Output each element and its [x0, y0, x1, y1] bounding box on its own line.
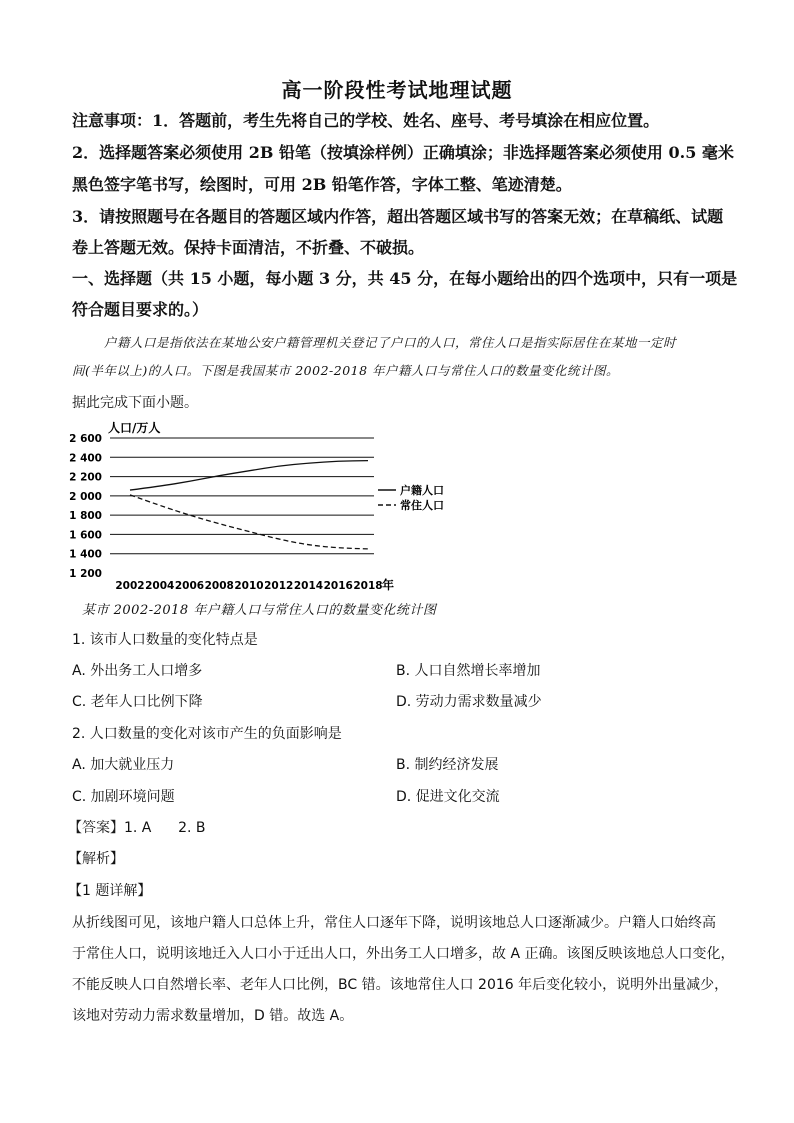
- x-tick-label: 2016: [323, 580, 353, 592]
- section-heading-1: 一、选择题（共 15 小题，每小题 3 分，共 45 分，在每小题给出的四个选项中，只有一项是: [72, 269, 738, 288]
- population-line-chart: [60, 420, 480, 596]
- analysis-tag: 【解析】: [68, 851, 124, 867]
- notes-line-2: 2．选择题答案必须使用 2B 铅笔（按填涂样例）正确填涂；非选择题答案必须使用 0.5 毫米: [72, 143, 734, 162]
- notes-line-4: 3．请按照题号在各题目的答题区域内作答，超出答题区域书写的答案无效；在草稿纸、试题: [72, 207, 724, 226]
- chart-grid: [110, 438, 374, 554]
- x-tick-label: 2004: [145, 580, 175, 592]
- page-title: 高一阶段性考试地理试题: [281, 78, 513, 102]
- detail-line-3: 不能反映人口自然增长率、老年人口比例，BC 错。该地常住人口 2016 年后变化较小，说明外出量减少，: [72, 977, 729, 993]
- detail-line-2: 于常住人口，说明该地迁入人口小于迁出人口，外出务工人口增多，故 A 正确。该图反映该地总人口变化，: [72, 946, 735, 962]
- q1-option-d: D. 劳动力需求数量减少: [396, 694, 542, 710]
- detail-line-1: 从折线图可见，该地户籍人口总体上升，常住人口逐年下降，说明该地总人口逐渐减少。户籍人口始终高: [72, 915, 716, 931]
- y-tick-label: 2 400: [69, 452, 102, 465]
- y-tick-label: 1 400: [69, 548, 102, 561]
- y-tick-label: 1 800: [69, 510, 102, 523]
- intro-line-1: 户籍人口是指依法在某地公安户籍管理机关登记了户口的人口，常住人口是指实际居住在某地一定时: [104, 335, 677, 350]
- answer-tag: 【答案】: [68, 820, 124, 836]
- y-tick-label: 2 200: [69, 471, 102, 484]
- y-axis-label: 人口/万人: [108, 421, 161, 435]
- x-tick-label: 2010: [234, 580, 264, 592]
- chart-series: [130, 461, 368, 549]
- q1-option-c: C. 老年人口比例下降: [72, 694, 203, 710]
- series-line-resident: [130, 495, 368, 549]
- q2-option-c: C. 加剧环境问题: [72, 789, 175, 805]
- y-tick-label: 2 000: [69, 490, 102, 503]
- y-tick-labels: [69, 433, 102, 580]
- q2-option-b: B. 制约经济发展: [396, 757, 499, 773]
- x-tick-label: 2018: [353, 580, 383, 592]
- y-tick-label: 1 600: [69, 529, 102, 542]
- x-tick-label: 2012: [264, 580, 294, 592]
- q2-stem: 2. 人口数量的变化对该市产生的负面影响是: [72, 726, 342, 742]
- y-tick-label: 2 600: [69, 433, 102, 445]
- answer-text: 1. A 2. B: [124, 820, 206, 836]
- x-tick-labels: [115, 580, 382, 592]
- q2-option-a: A. 加大就业压力: [72, 757, 175, 773]
- x-tick-label: 2008: [204, 580, 234, 592]
- legend-label-resident: 常住人口: [400, 499, 444, 512]
- intro-line-2: 间(半年以上)的人口。下图是我国某市 2002-2018 年户籍人口与常住人口的数量变化统计图。: [72, 363, 620, 378]
- q2-option-d: D. 促进文化交流: [396, 789, 500, 805]
- notes-line-3: 黑色签字笔书写，绘图时，可用 2B 铅笔作答，字体工整、笔迹清楚。: [72, 175, 572, 194]
- section-heading-2: 符合题目要求的。）: [72, 300, 209, 319]
- answer-row: [68, 817, 206, 837]
- notes-line-1: 注意事项：1．答题前，考生先将自己的学校、姓名、座号、考号填涂在相应位置。: [72, 111, 660, 130]
- x-tick-label: 2002: [115, 580, 145, 592]
- intro-prompt: 据此完成下面小题。: [72, 395, 198, 411]
- series-line-household: [130, 461, 368, 490]
- chart-legend: [378, 483, 444, 512]
- x-tick-label: 2014: [293, 580, 324, 592]
- chart-caption: 某市 2002-2018 年户籍人口与常住人口的数量变化统计图: [82, 603, 437, 618]
- q1-stem: 1. 该市人口数量的变化特点是: [72, 632, 258, 648]
- detail-tag: 【1 题详解】: [68, 883, 152, 899]
- x-tick-label: 2006: [174, 580, 205, 592]
- q1-option-b: B. 人口自然增长率增加: [396, 663, 541, 679]
- x-axis-label: 年: [382, 578, 395, 592]
- q1-option-a: A. 外出务工人口增多: [72, 663, 203, 679]
- detail-line-4: 该地对劳动力需求数量增加，D 错。故选 A。: [72, 1008, 354, 1024]
- y-tick-label: 1 200: [69, 568, 102, 580]
- legend-label-household: 户籍人口: [400, 484, 444, 497]
- notes-line-5: 卷上答题无效。保持卡面清洁，不折叠、不破损。: [72, 238, 425, 257]
